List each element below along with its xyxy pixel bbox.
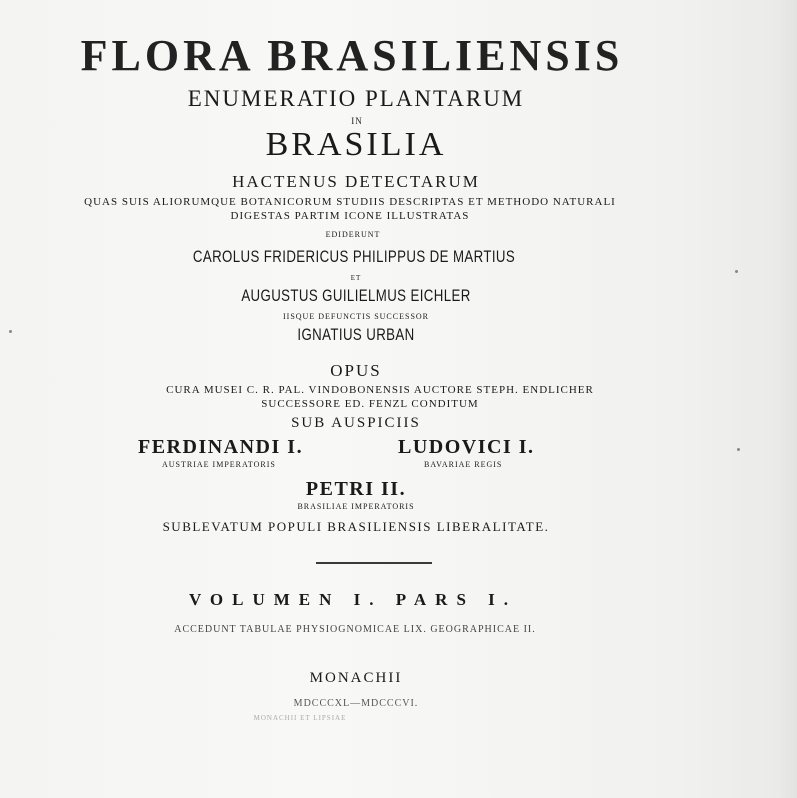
scan-speck bbox=[737, 448, 740, 451]
subtitle-in: IN bbox=[351, 116, 363, 126]
et-label: ET bbox=[350, 274, 362, 282]
subtitle-hactenus: HACTENUS DETECTARUM bbox=[232, 172, 480, 191]
imprint-line: MONACHII ET LIPSIAE bbox=[253, 714, 347, 722]
patron-ludovici: LUDOVICI I. bbox=[398, 436, 535, 458]
scan-edge-shadow bbox=[779, 0, 797, 798]
divider-rule bbox=[316, 562, 432, 564]
successore-line: SUCCESSORE ED. FENZL CONDITUM bbox=[261, 398, 479, 410]
sub-auspiciis: SUB AUSPICIIS bbox=[291, 415, 421, 431]
patron-petri: PETRI II. bbox=[305, 478, 407, 500]
scan-speck bbox=[9, 330, 12, 333]
publication-years: MDCCCXL—MDCCCVI. bbox=[293, 698, 419, 709]
patron-ferdinandi: FERDINANDI I. bbox=[138, 436, 304, 458]
sublevatum-line: SUBLEVATUM POPULI BRASILIENSIS LIBERALITATE. bbox=[162, 519, 550, 534]
cura-line: CURA MUSEI C. R. PAL. VINDOBONENSIS AUCTORE STEPH. ENDLICHER bbox=[166, 384, 594, 396]
subtitle-enumeratio: ENUMERATIO PLANTARUM bbox=[187, 86, 525, 111]
editor-eichler: AUGUSTUS GUILIELMUS EICHLER bbox=[241, 286, 471, 305]
description-line-2: DIGESTAS PARTIM ICONE ILLUSTRATAS bbox=[230, 210, 470, 222]
patron-brasiliae-title: BRASILIAE IMPERATORIS bbox=[297, 502, 415, 511]
opus-label: OPUS bbox=[330, 361, 382, 380]
editor-urban: IGNATIUS URBAN bbox=[297, 325, 415, 344]
main-title: FLORA BRASILIENSIS bbox=[80, 31, 624, 80]
patron-bavariae-title: BAVARIAE REGIS bbox=[424, 460, 503, 469]
description-line-1: QUAS SUIS ALIORUMQUE BOTANICORUM STUDIIS DESCRIPTAS ET METHODO NATURALI bbox=[84, 196, 616, 208]
successor-label: IISQUE DEFUNCTIS SUCCESSOR bbox=[282, 312, 430, 321]
accedunt-line: ACCEDUNT TABULAE PHYSIOGNOMICAE LIX. GEOGRAPHICAE II. bbox=[174, 624, 536, 635]
ediderunt-label: EDIDERUNT bbox=[325, 230, 381, 239]
scan-speck bbox=[735, 270, 738, 273]
subtitle-brasilia: BRASILIA bbox=[265, 126, 447, 163]
editor-martius: CAROLUS FRIDERICUS PHILIPPUS DE MARTIUS bbox=[192, 247, 516, 266]
patron-austriae-title: AUSTRIAE IMPERATORIS bbox=[162, 460, 276, 469]
place-monachii: MONACHII bbox=[309, 670, 403, 686]
volume-heading: VOLUMEN I. PARS I. bbox=[188, 590, 518, 609]
